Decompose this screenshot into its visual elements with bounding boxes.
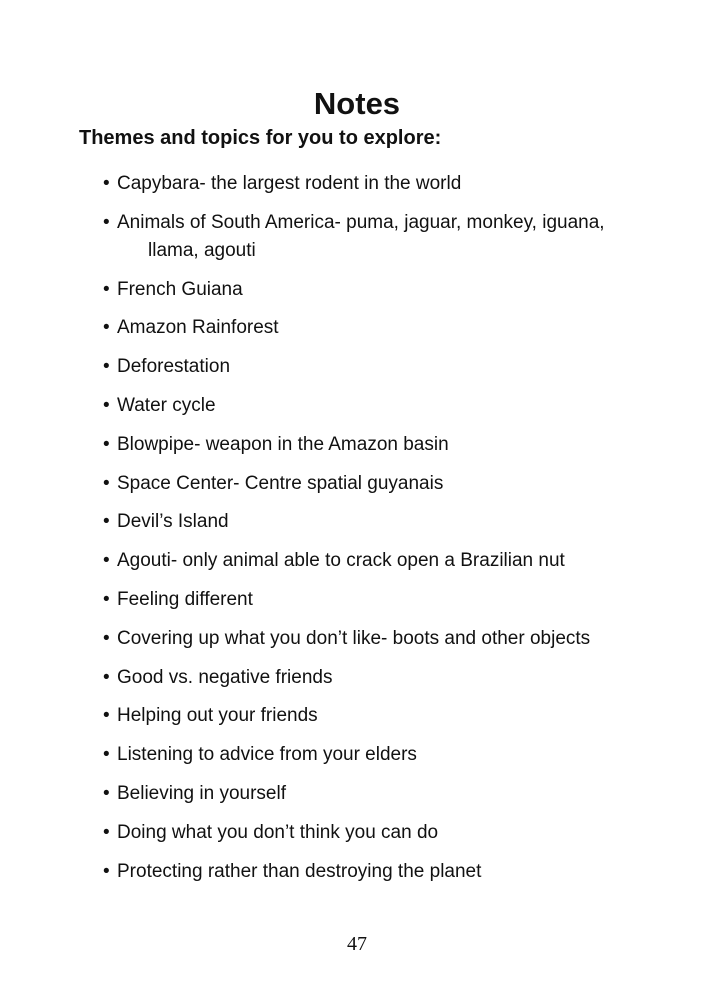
topic-item-feeling-different [103, 586, 663, 614]
topic-item-listening-elders [103, 741, 663, 769]
topic-text: Believing in yourself [117, 782, 286, 804]
bullet-icon: • [103, 211, 110, 233]
topic-text: Listening to advice from your elders [117, 744, 417, 766]
bullet-icon: • [103, 627, 110, 649]
topic-item-space-center [103, 470, 663, 498]
topic-text: Devil’s Island [117, 511, 229, 533]
topic-text: Animals of South America- puma, jaguar, monkey, iguana, [117, 211, 605, 233]
topic-item-good-vs-negative-friends [103, 664, 663, 692]
topic-item-capybara [103, 170, 663, 198]
bullet-icon: • [103, 511, 110, 533]
topic-item-deforestation [103, 353, 663, 381]
bullet-icon: • [103, 666, 110, 688]
topics-list [103, 170, 663, 896]
topic-text: Helping out your friends [117, 705, 318, 727]
bullet-icon: • [103, 550, 110, 572]
topic-text: Feeling different [117, 588, 253, 610]
bullet-icon: • [103, 394, 110, 416]
topic-item-animals-south-america [103, 209, 663, 265]
bullet-icon: • [103, 705, 110, 727]
topic-text: Doing what you don’t think you can do [117, 821, 439, 843]
topic-item-water-cycle [103, 392, 663, 420]
bullet-icon: • [103, 860, 110, 882]
bullet-icon: • [103, 317, 110, 339]
bullet-icon: • [103, 472, 110, 494]
topic-item-french-guiana [103, 276, 663, 304]
topic-text-continuation: llama, agouti [148, 239, 256, 261]
topic-text: Blowpipe- weapon in the Amazon basin [117, 433, 449, 455]
topic-text: Covering up what you don’t like- boots and other objects [117, 627, 591, 649]
topic-text: Deforestation [117, 356, 231, 378]
bullet-icon: • [103, 588, 110, 610]
topic-item-protecting-planet [103, 858, 663, 886]
bullet-icon: • [103, 356, 110, 378]
page-subtitle: Themes and topics for you to explore: [79, 127, 442, 149]
topic-item-helping-friends [103, 702, 663, 730]
topic-item-covering-up [103, 625, 663, 653]
topic-text: Agouti- only animal able to crack open a Brazilian nut [117, 550, 565, 572]
topic-item-devils-island [103, 508, 663, 536]
topic-text: Water cycle [117, 394, 216, 416]
topic-text: French Guiana [117, 278, 243, 300]
topic-text: Protecting rather than destroying the planet [117, 860, 482, 882]
bullet-icon: • [103, 821, 110, 843]
bullet-icon: • [103, 433, 110, 455]
topic-text: Space Center- Centre spatial guyanais [117, 472, 444, 494]
topic-text: Amazon Rainforest [117, 317, 279, 339]
topic-text: Good vs. negative friends [117, 666, 333, 688]
topic-item-doing-what-you-can [103, 819, 663, 847]
page-number: 47 [347, 933, 367, 955]
topic-item-agouti [103, 547, 663, 575]
topic-text: Capybara- the largest rodent in the world [117, 173, 462, 194]
bullet-icon: • [103, 173, 110, 194]
bullet-icon: • [103, 744, 110, 766]
topic-item-amazon-rainforest [103, 314, 663, 342]
page-title: Notes [313, 86, 401, 121]
bullet-icon: • [103, 782, 110, 804]
bullet-icon: • [103, 278, 110, 300]
topic-item-blowpipe [103, 431, 663, 459]
topic-item-believing-yourself [103, 780, 663, 808]
